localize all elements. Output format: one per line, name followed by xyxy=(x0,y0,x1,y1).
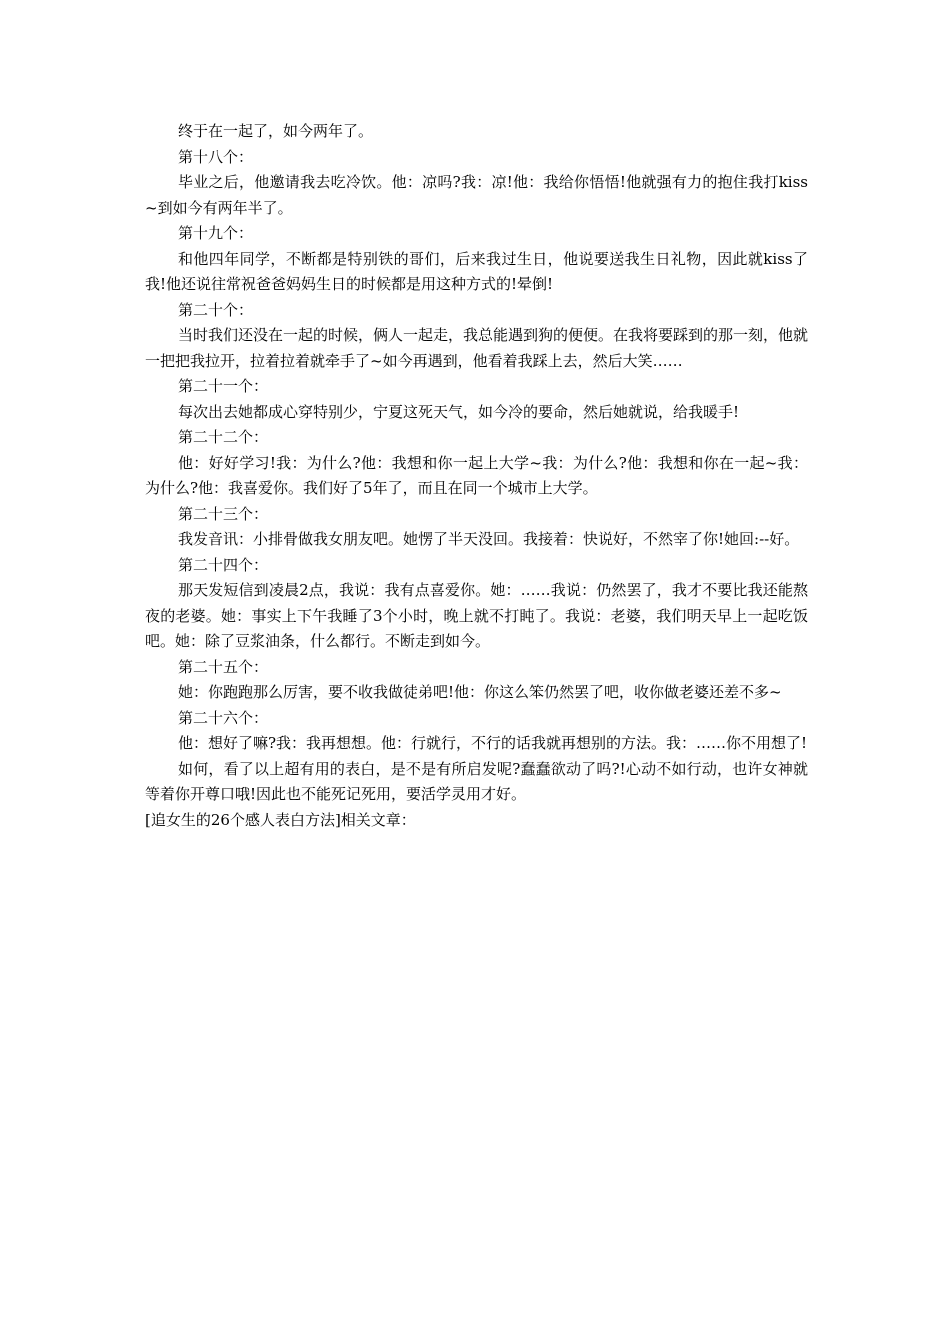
paragraph: 她：你跑跑那么厉害，要不收我做徒弟吧!他：你这么笨仍然罢了吧，收你做老婆还差不多~ xyxy=(178,683,782,701)
document-body xyxy=(145,119,808,833)
section-heading: 第二十三个： xyxy=(178,504,269,523)
paragraph: 每次出去她都成心穿特别少，宁夏这死天气，如今冷的要命，然后她就说，给我暖手! xyxy=(178,402,740,421)
paragraph: 我发音讯：小排骨做我女朋友吧。她愣了半天没回。我接着：快说好，不然宰了你!她回:--好。 xyxy=(178,530,800,548)
paragraph: 终于在一起了，如今两年了。 xyxy=(178,122,374,140)
section-heading: 第二十四个： xyxy=(178,555,269,574)
paragraph: 当时我们还没在一起的时候，俩人一起走，我总能遇到狗的便便。在我将要踩到的那一刻，他就一把把我拉开，拉着拉着就牵手了~如今再遇到，他看着我踩上去，然后大笑…… xyxy=(145,326,809,370)
paragraph: 他：想好了嘛?我：我再想想。他：行就行，不行的话我就再想别的方法。我：……你不用想了! xyxy=(178,734,808,752)
conclusion-paragraph: 如何，看了以上超有用的表白，是不是有所启发呢?蠢蠢欲动了吗?!心动不如行动，也许女神就等着你开尊口哦!因此也不能死记死用，要活学灵用才好。 xyxy=(145,759,808,803)
section-heading: 第十九个： xyxy=(178,224,254,242)
section-heading: 第二十六个： xyxy=(178,708,269,727)
paragraph: 和他四年同学，不断都是特别铁的哥们，后来我过生日，他说要送我生日礼物，因此就kiss了我!他还说往常祝爸爸妈妈生日的时候都是用这种方式的!晕倒! xyxy=(145,249,808,293)
section-heading: 第二十五个： xyxy=(178,657,269,676)
paragraph: 毕业之后，他邀请我去吃冷饮。他：凉吗?我：凉!他：我给你悟悟!他就强有力的抱住我打kiss~到如今有两年半了。 xyxy=(145,173,808,217)
section-heading: 第二十一个： xyxy=(178,377,269,395)
related-articles-heading: [追女生的26个感人表白方法]相关文章： xyxy=(145,810,416,829)
section-heading: 第二十个： xyxy=(178,300,254,319)
paragraph: 他：好好学习!我：为什么?他：我想和你一起上大学~我：为什么?他：我想和你在一起~我：为什么?他：我喜爱你。我们好了5年了，而且在同一个城市上大学。 xyxy=(145,453,808,497)
paragraph: 那天发短信到凌晨2点，我说：我有点喜爱你。她：……我说：仍然罢了，我才不要比我还能熬夜的老婆。她：事实上下午我睡了3个小时，晚上就不打盹了。我说：老婆，我们明天早上一起吃饭吧。她：除了豆浆油条，什么都行。不断走到如今。 xyxy=(145,581,808,650)
section-heading: 第二十二个： xyxy=(178,428,269,446)
section-heading: 第十八个： xyxy=(178,147,254,166)
